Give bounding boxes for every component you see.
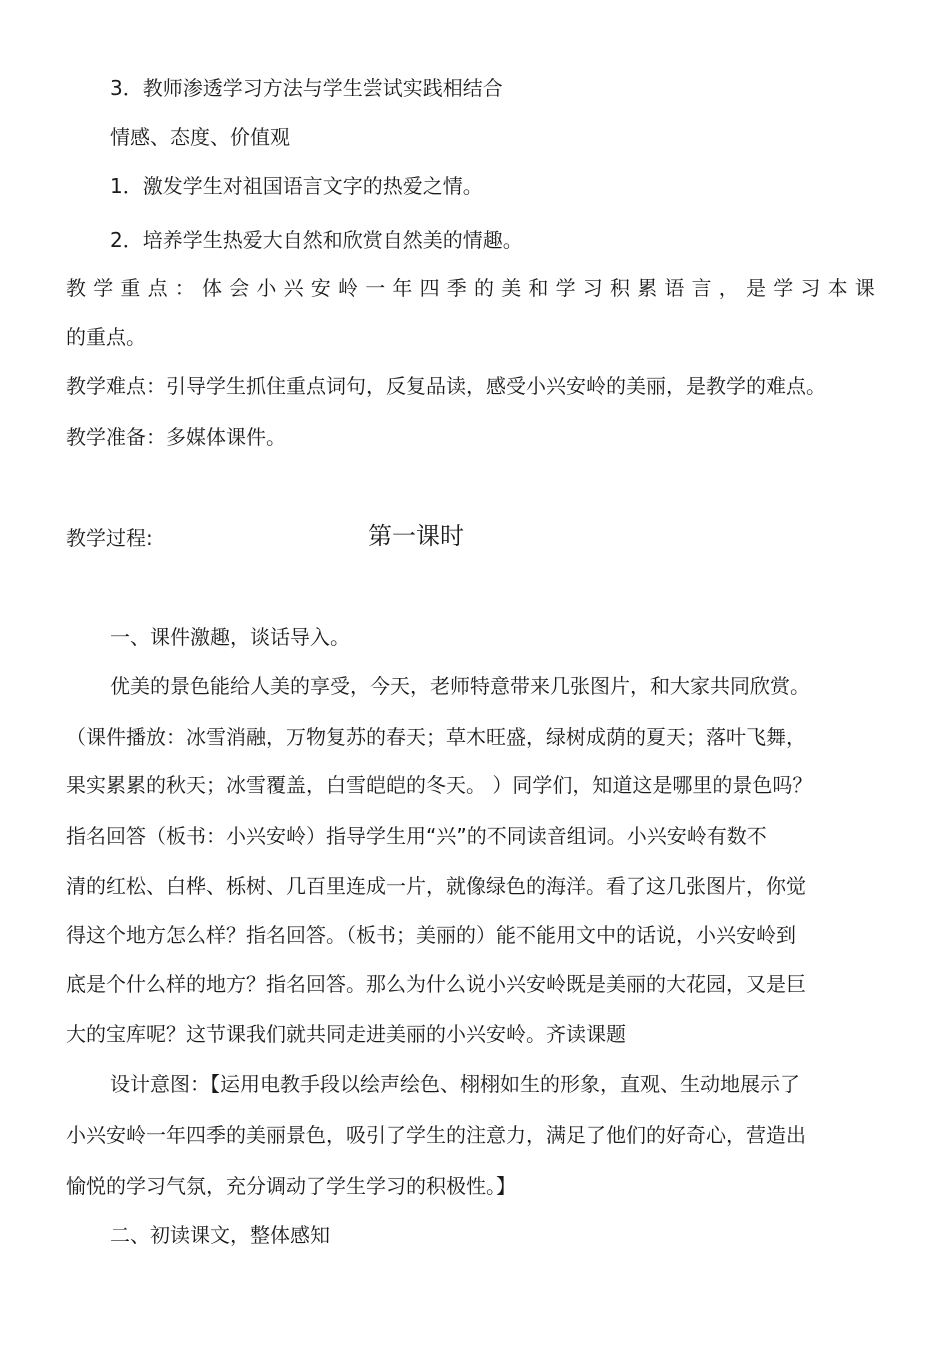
preparation-line: 教学准备：多媒体课件。 [66, 425, 286, 449]
key-point-line-2: 的重点。 [66, 325, 146, 349]
process-label: 教学过程: [66, 526, 153, 550]
paragraph-line: 大的宝库呢？这节课我们就共同走进美丽的小兴安岭。齐读课题 [66, 1022, 626, 1046]
lesson-title: 第一课时 [368, 522, 464, 550]
design-intent-line: 小兴安岭一年四季的美丽景色，吸引了学生的注意力，满足了他们的好奇心，营造出 [66, 1123, 806, 1147]
paragraph-line: （课件播放：冰雪消融，万物复苏的春天；草木旺盛，绿树成荫的夏天；落叶飞舞， [66, 725, 806, 749]
step-heading-1: 一、课件激趣，谈话导入。 [110, 625, 350, 649]
key-point-line-1: 教学重点：体会小兴安岭一年四季的美和学习积累语言，是学习本课 [66, 276, 882, 300]
paragraph-line: 底是个什么样的地方？指名回答。那么为什么说小兴安岭既是美丽的大花园，又是巨 [66, 972, 806, 996]
difficulty-line: 教学难点：引导学生抓住重点词句，反复品读，感受小兴安岭的美丽，是教学的难点。 [66, 374, 826, 398]
paragraph-line: 指名回答（板书：小兴安岭）指导学生用“兴”的不同读音组词。小兴安岭有数不 [66, 824, 767, 848]
paragraph-line: 得这个地方怎么样？指名回答。（板书；美丽的）能不能用文中的话说，小兴安岭到 [66, 923, 796, 947]
emotion-item-1: 1．激发学生对祖国语言文字的热爱之情。 [110, 174, 483, 198]
design-intent-line: 愉悦的学习气氛，充分调动了学生学习的积极性。】 [66, 1174, 516, 1198]
paragraph-line: 清的红松、白桦、栎树、几百里连成一片，就像绿色的海洋。看了这几张图片，你觉 [66, 874, 806, 898]
paragraph-line: 优美的景色能给人美的享受，今天，老师特意带来几张图片，和大家共同欣赏。 [110, 674, 810, 698]
paragraph-line: 果实累累的秋天；冰雪覆盖，白雪皑皑的冬天。 ）同学们，知道这是哪里的景色吗？ [66, 773, 813, 797]
objective-method-item-3: 3．教师渗透学习方法与学生尝试实践相结合 [110, 76, 503, 100]
section-heading-emotion: 情感、态度、价值观 [110, 125, 290, 149]
design-intent-line: 设计意图：【运用电教手段以绘声绘色、栩栩如生的形象，直观、生动地展示了 [110, 1072, 800, 1096]
step-heading-2: 二、初读课文，整体感知 [110, 1223, 330, 1247]
emotion-item-2: 2．培养学生热爱大自然和欣赏自然美的情趣。 [110, 228, 523, 252]
